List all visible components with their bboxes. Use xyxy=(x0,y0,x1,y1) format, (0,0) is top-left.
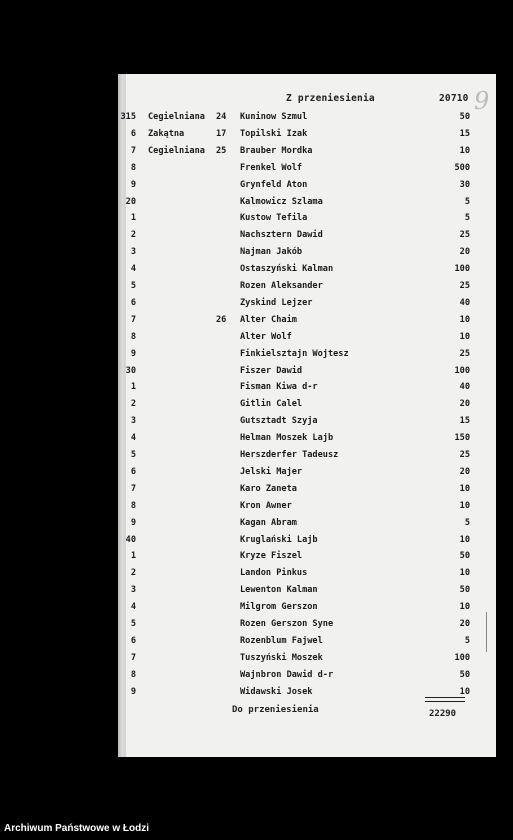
amount: 500 xyxy=(454,162,470,173)
amount: 25 xyxy=(459,348,470,359)
person-name: Alter Chaim xyxy=(240,314,297,325)
person-name: Finkielsztajn Wojtesz xyxy=(240,348,349,359)
house-number: 25 xyxy=(216,145,227,156)
table-row xyxy=(118,535,496,551)
row-number: 9 xyxy=(130,348,136,359)
row-number: 8 xyxy=(130,162,136,173)
person-name: Herszderfer Tadeusz xyxy=(240,450,339,460)
table-row xyxy=(118,433,496,449)
person-name: Alter Wolf xyxy=(240,331,292,342)
amount: 50 xyxy=(459,669,470,680)
person-name: Gutsztadt Szyja xyxy=(240,416,318,427)
row-number: 4 xyxy=(130,433,136,444)
person-name: Milgrom Gerszon xyxy=(240,602,318,613)
table-row xyxy=(118,332,496,348)
person-name: Frenkel Wolf xyxy=(240,162,303,173)
row-number: 40 xyxy=(125,534,136,545)
person-name: Kruglański Lajb xyxy=(240,534,318,545)
archive-watermark: Archiwum Państwowe w Łodzi xyxy=(4,823,150,834)
document-page xyxy=(118,74,496,757)
row-number: 8 xyxy=(130,500,136,511)
row-number: 8 xyxy=(130,331,136,342)
person-name: Kryze Fiszel xyxy=(240,551,303,562)
amount: 10 xyxy=(459,500,470,511)
table-row xyxy=(118,585,496,601)
amount: 5 xyxy=(464,213,470,224)
table-row xyxy=(118,501,496,517)
amount: 100 xyxy=(454,365,470,376)
table-row xyxy=(118,281,496,297)
house-number: 26 xyxy=(216,314,227,325)
table-row xyxy=(118,602,496,618)
row-number: 6 xyxy=(130,297,136,308)
house-number: 17 xyxy=(216,128,227,139)
table-row xyxy=(118,484,496,500)
amount: 25 xyxy=(459,450,470,460)
person-name: Grynfeld Aton xyxy=(240,179,308,190)
row-number: 6 xyxy=(130,128,136,139)
person-name: Najman Jakób xyxy=(240,247,303,258)
amount: 5 xyxy=(464,196,470,207)
amount: 20 xyxy=(459,619,470,629)
row-number: 315 xyxy=(120,112,136,122)
amount: 30 xyxy=(459,179,470,190)
amount: 10 xyxy=(459,568,470,579)
amount: 20 xyxy=(459,247,470,258)
person-name: Ostaszyński Kalman xyxy=(240,264,334,275)
table-row xyxy=(118,213,496,229)
person-name: Karo Zaneta xyxy=(240,483,297,494)
table-row xyxy=(118,619,496,635)
row-number: 7 xyxy=(130,314,136,325)
row-number: 9 xyxy=(130,517,136,528)
amount: 25 xyxy=(459,281,470,291)
row-number: 6 xyxy=(130,635,136,646)
amount: 10 xyxy=(459,483,470,494)
total-underline xyxy=(425,697,465,698)
person-name: Kuninow Szmul xyxy=(240,112,308,122)
table-row xyxy=(118,264,496,280)
table-row xyxy=(118,366,496,382)
row-number: 2 xyxy=(130,399,136,410)
amount: 15 xyxy=(459,128,470,139)
table-row xyxy=(118,382,496,398)
table-row xyxy=(118,129,496,145)
pencil-mark xyxy=(486,612,487,652)
amount: 5 xyxy=(464,635,470,646)
person-name: Kagan Abram xyxy=(240,517,297,528)
person-name: Kustow Tefila xyxy=(240,213,308,224)
amount: 10 xyxy=(459,686,470,697)
row-number: 20 xyxy=(125,196,136,207)
row-number: 1 xyxy=(130,382,136,393)
table-row xyxy=(118,112,496,128)
amount: 20 xyxy=(459,399,470,410)
amount: 20 xyxy=(459,466,470,477)
table-row xyxy=(118,315,496,331)
table-row xyxy=(118,670,496,686)
amount: 10 xyxy=(459,314,470,325)
person-name: Fisman Kiwa d-r xyxy=(240,382,318,393)
house-number: 24 xyxy=(216,112,227,122)
row-number: 30 xyxy=(125,365,136,376)
row-number: 5 xyxy=(130,281,136,291)
row-number: 3 xyxy=(130,416,136,427)
person-name: Zyskind Lejzer xyxy=(240,297,313,308)
table-row xyxy=(118,298,496,314)
row-number: 9 xyxy=(130,179,136,190)
amount: 40 xyxy=(459,297,470,308)
person-name: Widawski Josek xyxy=(240,686,313,697)
footer-total: 22290 xyxy=(429,709,457,719)
table-row xyxy=(118,230,496,246)
amount: 100 xyxy=(454,652,470,663)
person-name: Lewenton Kalman xyxy=(240,585,318,596)
table-row xyxy=(118,163,496,179)
amount: 5 xyxy=(464,517,470,528)
header-title: Z przeniesienia xyxy=(286,93,375,104)
person-name: Brauber Mordka xyxy=(240,145,313,156)
amount: 10 xyxy=(459,331,470,342)
row-number: 7 xyxy=(130,652,136,663)
person-name: Jelski Majer xyxy=(240,466,303,477)
person-name: Landon Pinkus xyxy=(240,568,308,579)
street-name: Zakątna xyxy=(148,128,185,139)
amount: 10 xyxy=(459,534,470,545)
table-row xyxy=(118,450,496,466)
row-number: 2 xyxy=(130,568,136,579)
row-number: 4 xyxy=(130,264,136,275)
row-number: 7 xyxy=(130,483,136,494)
street-name: Cegielniana xyxy=(148,112,205,122)
row-number: 7 xyxy=(130,145,136,156)
table-row xyxy=(118,349,496,365)
table-row xyxy=(118,180,496,196)
person-name: Helman Moszek Lajb xyxy=(240,433,334,444)
row-number: 6 xyxy=(130,466,136,477)
table-row xyxy=(118,197,496,213)
person-name: Rozen Gerszon Syne xyxy=(240,619,334,629)
amount: 50 xyxy=(459,551,470,562)
person-name: Rozen Aleksander xyxy=(240,281,323,291)
row-number: 5 xyxy=(130,619,136,629)
row-number: 3 xyxy=(130,585,136,596)
table-row xyxy=(118,518,496,534)
amount: 25 xyxy=(459,230,470,241)
person-name: Kron Awner xyxy=(240,500,292,511)
person-name: Wajnbron Dawid d-r xyxy=(240,669,334,680)
person-name: Tuszyński Moszek xyxy=(240,652,323,663)
table-row xyxy=(118,399,496,415)
person-name: Gitlin Calel xyxy=(240,399,303,410)
table-row xyxy=(118,247,496,263)
amount: 40 xyxy=(459,382,470,393)
row-number: 8 xyxy=(130,669,136,680)
amount: 10 xyxy=(459,145,470,156)
person-name: Fiszer Dawid xyxy=(240,365,303,376)
table-row xyxy=(118,568,496,584)
amount: 100 xyxy=(454,264,470,275)
amount: 10 xyxy=(459,602,470,613)
table-row xyxy=(118,467,496,483)
row-number: 1 xyxy=(130,213,136,224)
amount: 150 xyxy=(454,433,470,444)
row-number: 4 xyxy=(130,602,136,613)
row-number: 2 xyxy=(130,230,136,241)
table-row xyxy=(118,416,496,432)
person-name: Nachsztern Dawid xyxy=(240,230,323,241)
carried-total: 20710 xyxy=(439,93,469,104)
person-name: Rozenblum Fajwel xyxy=(240,635,323,646)
person-name: Topilski Izak xyxy=(240,128,308,139)
person-name: Kalmowicz Szlama xyxy=(240,196,323,207)
row-number: 5 xyxy=(130,450,136,460)
table-row xyxy=(118,146,496,162)
folio-number: 9 xyxy=(474,87,490,115)
street-name: Cegielniana xyxy=(148,145,205,156)
total-underline-second xyxy=(425,701,465,702)
row-number: 9 xyxy=(130,686,136,697)
row-number: 1 xyxy=(130,551,136,562)
row-number: 3 xyxy=(130,247,136,258)
table-row xyxy=(118,653,496,669)
table-row xyxy=(118,551,496,567)
amount: 15 xyxy=(459,416,470,427)
footer-label: Do przeniesienia xyxy=(232,705,319,715)
table-row xyxy=(118,636,496,652)
amount: 50 xyxy=(459,585,470,596)
amount: 50 xyxy=(459,112,470,122)
